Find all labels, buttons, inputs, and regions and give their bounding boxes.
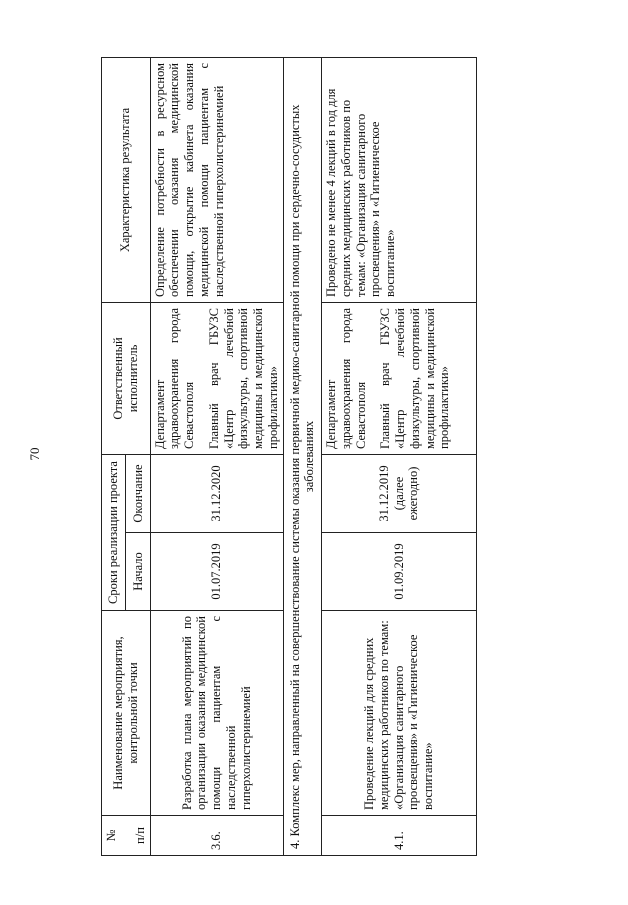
row-3-6-executor-chief: Главный врач ГБУЗС «Центр лечебной физкультуры, спортивной медицины и медицинской профилактики» <box>206 308 280 449</box>
page-number: 70 <box>27 447 42 461</box>
header-num-cell <box>102 816 151 856</box>
header-name: Наименование мероприятия, контрольной точки <box>102 611 151 816</box>
row-4-1-num: 4.1. <box>322 816 477 856</box>
row-4-1-start: 01.09.2019 <box>322 533 477 611</box>
row-3-6-executor <box>150 303 283 455</box>
row-4-1-name: Проведение лекций для средних медицинских работников по темам: «Организация санитарного просвещения» и «Гигиеническое воспитание» <box>322 611 477 816</box>
row-4-1-executor-dept: Департамент здравоохранения города Севастополя <box>324 308 368 449</box>
row-4-1-executor-chief: Главный врач ГБУЗС «Центр лечебной физкультуры, спортивной медицины и медицинской профилактики» <box>378 308 452 449</box>
table-row-4-1 <box>322 58 477 856</box>
section-4-row <box>283 58 322 856</box>
project-plan-table <box>101 57 477 856</box>
header-executor: Ответственный исполнитель <box>102 303 151 455</box>
row-3-6-name: Разработка плана мероприятий по организации оказания медицинской помощи пациентам с наследственной гиперхолистеринемией <box>150 611 283 816</box>
row-3-6-result: Определение потребности в ресурсном обеспечении оказания медицинской помощи, открытие кабинета оказания медицинской помощи пациентам с наследственной гиперхолистеринемией <box>150 58 283 303</box>
table-row-3-6 <box>150 58 283 856</box>
header-start: Начало <box>126 533 150 611</box>
header-result: Характеристика результата <box>102 58 151 303</box>
rotated-table-wrapper <box>101 58 507 856</box>
row-3-6-end: 31.12.2020 <box>150 455 283 533</box>
row-3-6-executor-dept: Департамент здравоохранения города Севастополя <box>152 308 196 449</box>
header-num-abbr: п/п <box>132 827 147 844</box>
section-4-title: 4. Комплекс мер, направленный на совершенствование системы оказания первичной медико-санитарной помощи при сердечно-сосудистых <box>287 104 302 849</box>
section-4-cell <box>283 58 322 856</box>
row-4-1-executor <box>322 303 477 455</box>
header-row-1 <box>102 58 126 856</box>
header-end: Окончание <box>126 455 150 533</box>
header-num-symbol: № <box>104 829 118 842</box>
section-4-title-cont: заболеваниях <box>302 420 317 493</box>
header-period: Сроки реализации проекта <box>102 455 126 611</box>
row-3-6-num: 3.6. <box>150 816 283 856</box>
row-3-6-start: 01.07.2019 <box>150 533 283 611</box>
table-stage <box>101 58 507 856</box>
row-4-1-result: Проведено не менее 4 лекций в год для средних медицинских работников по темам: «Организация санитарного просвещения» и «Гигиеническое воспитание» <box>322 58 477 303</box>
row-4-1-end: 31.12.2019 (далее ежегодно) <box>322 455 477 533</box>
